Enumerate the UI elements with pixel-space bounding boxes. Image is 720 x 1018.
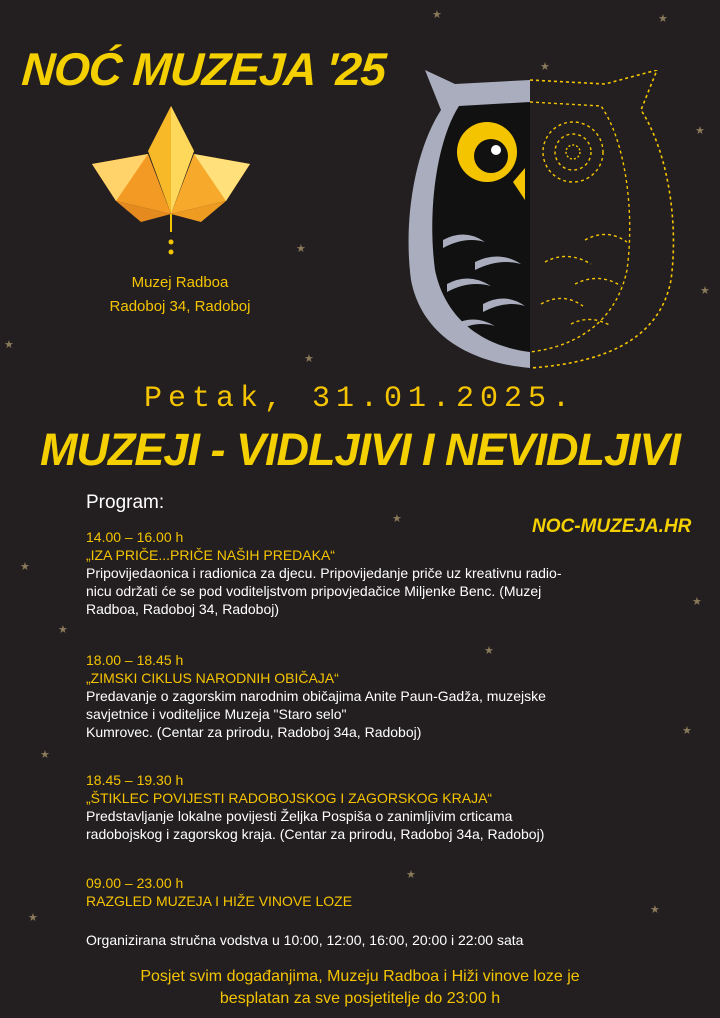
star-icon: ★ <box>28 912 38 924</box>
footer-note <box>60 966 660 1010</box>
owl-illustration-icon <box>395 70 685 370</box>
star-icon: ★ <box>392 513 402 525</box>
event-time: 18.00 – 18.45 h <box>86 652 184 668</box>
event-description-line: Pripovijedaonica i radionica za djecu. Pripovijedanje priče uz kreativnu radio- <box>86 565 562 581</box>
event-description-line: nicu održati će se pod voditeljstvom pripovjedačice Miljenke Benc. (Muzej <box>86 583 542 599</box>
star-icon: ★ <box>692 596 702 608</box>
event-description-line: Radboa, Radoboj 34, Radoboj) <box>86 601 280 617</box>
event-description-line: Kumrovec. (Centar za prirodu, Radoboj 34a, Radoboj) <box>86 724 422 740</box>
museum-name: Muzej Radboa <box>131 274 229 291</box>
star-icon: ★ <box>540 61 550 73</box>
event-date: Petak, 31.01.2025. <box>143 382 577 416</box>
star-icon: ★ <box>58 624 68 636</box>
star-icon: ★ <box>296 243 306 255</box>
event-title: NOĆ MUZEJA '25 <box>20 43 388 95</box>
museum-address: Radoboj 34, Radoboj <box>109 298 251 315</box>
program-heading: Program: <box>86 492 165 513</box>
star-icon: ★ <box>406 869 416 881</box>
star-icon: ★ <box>700 285 710 297</box>
leaf-logo-icon <box>86 106 256 256</box>
event-name: „ŠTIKLEC POVIJESTI RADOBOJSKOG I ZAGORSKOG KRAJA“ <box>86 790 493 806</box>
star-icon: ★ <box>658 13 668 25</box>
event-description-line: Predstavljanje lokalne povijesti Željka Pospiša o zanimljivim crticama <box>86 808 513 824</box>
star-icon: ★ <box>304 353 314 365</box>
program-event <box>86 771 686 843</box>
event-description-line: savjetnice i voditeljice Muzeja "Staro selo" <box>86 706 347 722</box>
event-description-line: Predavanje o zagorskim narodnim običajima Anite Paun-Gadža, muzejske <box>86 688 546 704</box>
event-name: „ZIMSKI CIKLUS NARODNIH OBIČAJA“ <box>86 670 339 686</box>
star-icon: ★ <box>650 904 660 916</box>
event-time: 09.00 – 23.00 h <box>86 875 184 891</box>
star-icon: ★ <box>40 749 50 761</box>
program-event <box>86 528 686 618</box>
guided-tours-note: Organizirana stručna vodstva u 10:00, 12:00, 16:00, 20:00 i 22:00 sata <box>86 932 524 948</box>
event-description-line: radobojskog i zagorskog kraja. (Centar za prirodu, Radoboj 34a, Radoboj) <box>86 826 545 842</box>
star-icon: ★ <box>20 561 30 573</box>
star-icon: ★ <box>432 9 442 21</box>
event-theme: MUZEJI - VIDLJIVI I NEVIDLJIVI <box>39 424 681 475</box>
star-icon: ★ <box>682 725 692 737</box>
star-icon: ★ <box>484 645 494 657</box>
footer-line: Posjet svim događanjima, Muzeju Radboa i Hiži vinove loze je <box>140 968 580 985</box>
footer-line: besplatan za sve posjetitelje do 23:00 h <box>219 990 501 1007</box>
event-time: 14.00 – 16.00 h <box>86 529 184 545</box>
program-event <box>86 874 686 910</box>
program-event <box>86 651 686 741</box>
event-time: 18.45 – 19.30 h <box>86 772 184 788</box>
star-icon: ★ <box>4 339 14 351</box>
event-name: RAZGLED MUZEJA I HIŽE VINOVE LOZE <box>86 893 353 909</box>
event-name: „IZA PRIČE...PRIČE NAŠIH PREDAKA“ <box>86 547 335 563</box>
website-link[interactable]: NOC-MUZEJA.HR <box>532 516 692 537</box>
star-icon: ★ <box>695 125 705 137</box>
